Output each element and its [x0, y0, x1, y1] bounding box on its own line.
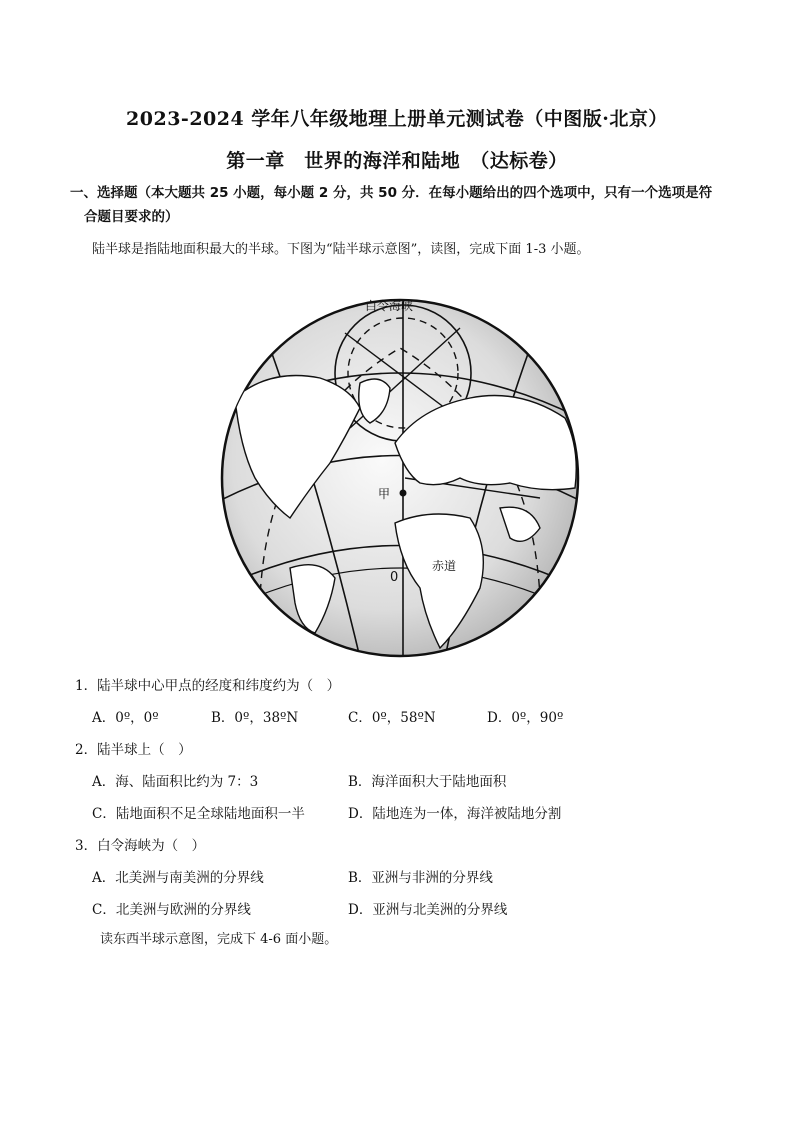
label-bering-strait: 白令海峡 [365, 299, 414, 313]
question-2-stem: 2．陆半球上（ ） [75, 742, 192, 758]
question-1-option-c[interactable]: C．0º，58ºN [348, 710, 436, 726]
question-2-option-b[interactable]: B．海洋面积大于陆地面积 [348, 774, 507, 790]
label-point-jia: 甲 [378, 487, 391, 501]
land-hemisphere-figure [210, 288, 590, 662]
intro-paragraph: 陆半球是指陆地面积最大的半球。下图为“陆半球示意图”，读图，完成下面 1-3 小题。 [92, 242, 590, 257]
globe-svg [210, 288, 590, 658]
question-2-option-c[interactable]: C．陆地面积不足全球陆地面积一半 [92, 806, 305, 822]
label-zero: 0 [390, 570, 399, 585]
section-heading [70, 181, 730, 229]
chapter-title: 第一章 世界的海洋和陆地 （达标卷） [226, 150, 568, 172]
question-2-option-a[interactable]: A．海、陆面积比约为 7：3 [92, 774, 259, 790]
question-3-option-a[interactable]: A．北美洲与南美洲的分界线 [92, 870, 264, 886]
question-1-option-b[interactable]: B．0º，38ºN [211, 710, 299, 726]
label-equator: 赤道 [432, 559, 457, 573]
question-3-stem: 3．白令海峡为（ ） [75, 838, 206, 854]
question-1-option-d[interactable]: D．0º，90º [487, 710, 564, 726]
question-3-option-c[interactable]: C．北美洲与欧洲的分界线 [92, 902, 251, 918]
exam-title: 2023-2024 学年八年级地理上册单元测试卷（中图版·北京） [126, 108, 668, 130]
point-jia-marker [400, 490, 407, 497]
question-3-option-b[interactable]: B．亚洲与非洲的分界线 [348, 870, 493, 886]
section-heading-line2: 合题目要求的） [84, 209, 179, 225]
section-heading-line1: 一、选择题（本大题共 25 小题，每小题 2 分，共 50 分．在每小题给出的四个选项中，只有一个选项是符 [70, 185, 713, 201]
question-3-option-d[interactable]: D．亚洲与北美洲的分界线 [348, 902, 508, 918]
question-2-option-d[interactable]: D．陆地连为一体，海洋被陆地分割 [348, 806, 562, 822]
next-question-note: 读东西半球示意图，完成下 4-6 面小题。 [100, 932, 338, 947]
question-1-option-a[interactable]: A．0º，0º [92, 710, 159, 726]
question-1-stem: 1．陆半球中心甲点的经度和纬度约为（ ） [75, 678, 341, 694]
